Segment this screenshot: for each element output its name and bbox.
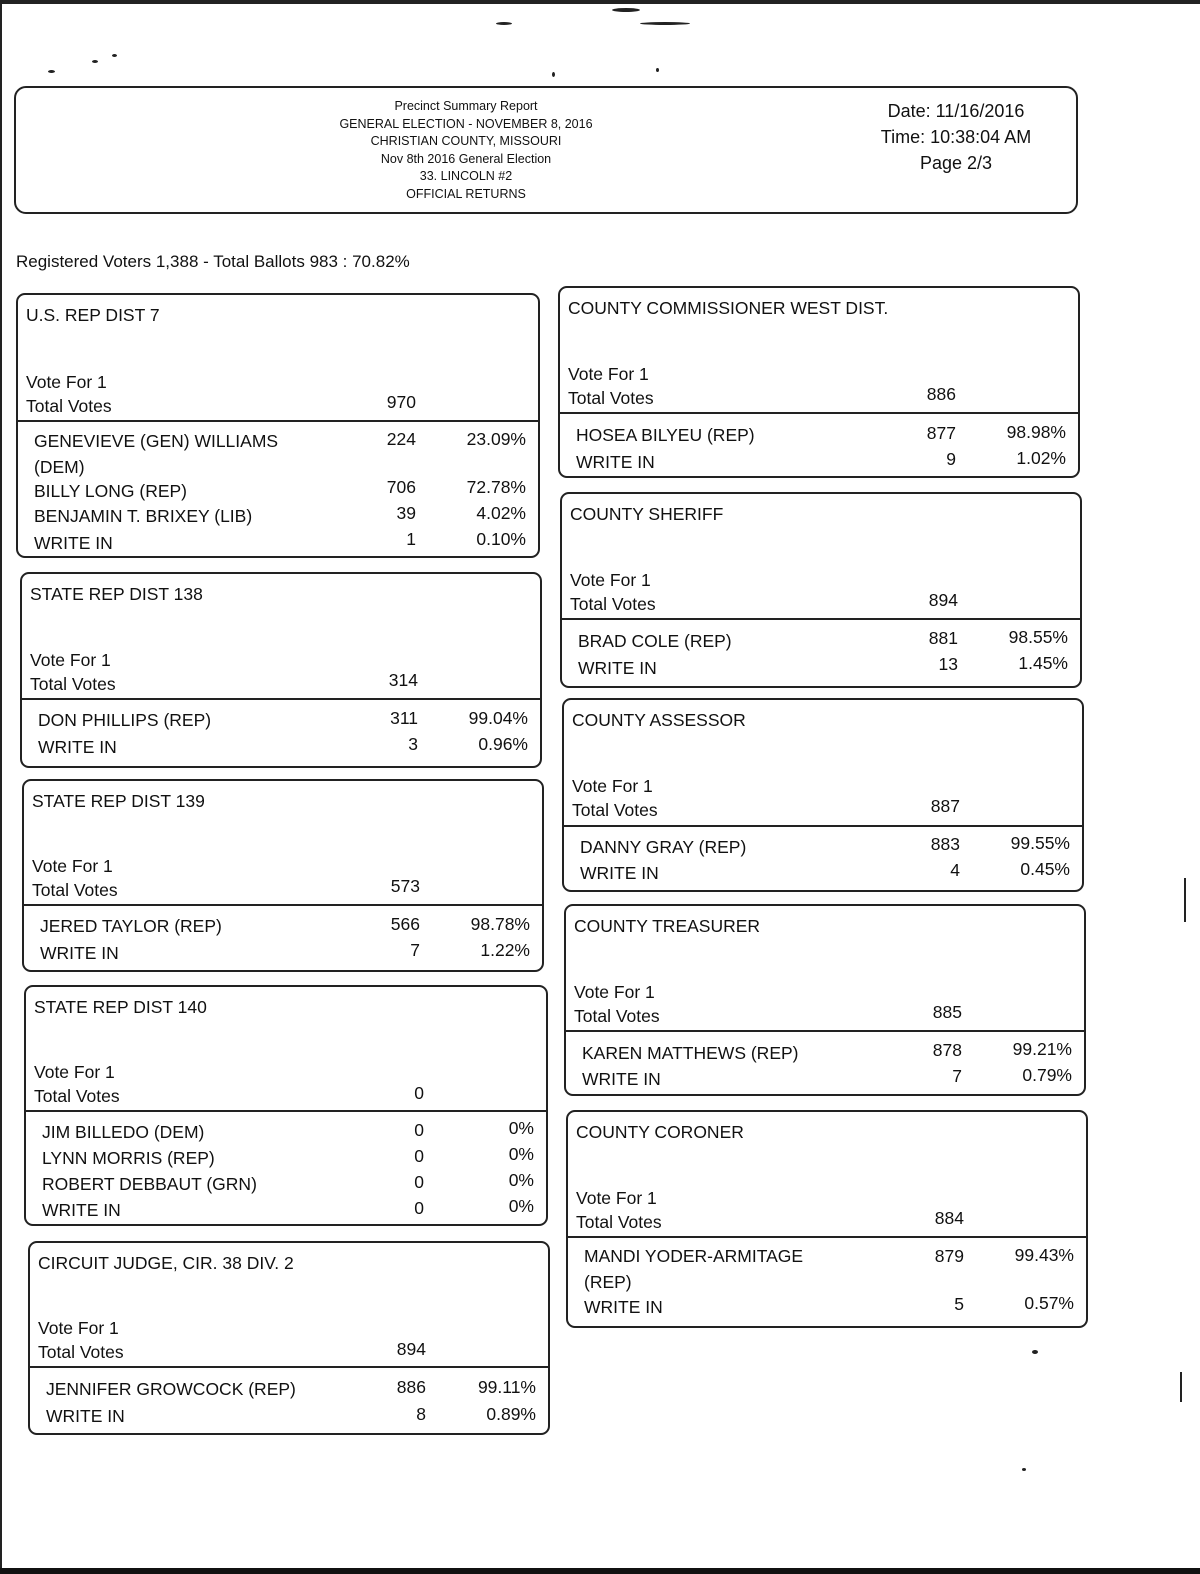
scan-speck — [552, 72, 555, 77]
race-title: STATE REP DIST 140 — [34, 997, 207, 1017]
candidate-name: WRITE IN — [42, 1200, 121, 1220]
candidate-name-party: (DEM) — [34, 457, 85, 477]
returns-type: OFFICIAL RETURNS — [406, 186, 526, 201]
candidate-percent: 1.02% — [1016, 448, 1066, 468]
race-state-rep-dist-140 — [24, 985, 548, 1226]
race-county-sheriff — [560, 492, 1082, 688]
candidate-name: BENJAMIN T. BRIXEY (LIB) — [34, 506, 253, 526]
total-votes-value: 314 — [388, 670, 418, 690]
candidate-name: WRITE IN — [578, 658, 657, 678]
report-header — [14, 86, 1078, 214]
vote-for-label: Vote For 1 — [38, 1318, 119, 1338]
total-votes-value: 894 — [396, 1339, 426, 1359]
race-title: CIRCUIT JUDGE, CIR. 38 DIV. 2 — [38, 1253, 294, 1273]
race-county-coroner — [566, 1110, 1088, 1328]
vote-for-label: Vote For 1 — [572, 776, 653, 796]
race-divider — [560, 412, 1078, 414]
candidate-votes: 4 — [950, 860, 960, 880]
candidate-votes: 0 — [414, 1120, 424, 1140]
report-date: Date: 11/16/2016 — [887, 101, 1025, 121]
candidate-name: GENEVIEVE (GEN) WILLIAMS — [34, 431, 279, 451]
total-votes-value: 885 — [932, 1002, 962, 1022]
candidate-percent: 99.11% — [477, 1377, 536, 1397]
total-votes-label: Total Votes — [570, 594, 656, 614]
candidate-percent: 0.96% — [478, 734, 528, 754]
total-votes-label: Total Votes — [574, 1006, 660, 1026]
scan-speck — [1184, 878, 1186, 922]
scan-speck — [496, 22, 512, 25]
candidate-name: WRITE IN — [40, 943, 119, 963]
candidate-name: JENNIFER GROWCOCK (REP) — [46, 1379, 296, 1399]
candidate-name: JIM BILLEDO (DEM) — [42, 1122, 205, 1142]
candidate-name: WRITE IN — [584, 1297, 663, 1317]
candidate-percent: 99.04% — [468, 708, 528, 728]
candidate-votes: 9 — [946, 449, 956, 469]
candidate-name: BILLY LONG (REP) — [34, 481, 188, 501]
candidate-votes: 39 — [396, 503, 416, 523]
candidate-percent: 99.21% — [1012, 1039, 1072, 1059]
candidate-percent: 0% — [508, 1118, 534, 1138]
candidate-votes: 311 — [390, 708, 418, 728]
candidate-votes: 878 — [932, 1040, 962, 1060]
total-votes-value: 887 — [930, 796, 960, 816]
scan-left-edge — [0, 0, 2, 1574]
race-county-assessor — [562, 698, 1084, 892]
candidate-percent: 98.98% — [1006, 422, 1066, 442]
race-divider — [26, 1110, 546, 1112]
candidate-name: WRITE IN — [582, 1069, 661, 1089]
candidate-name: ROBERT DEBBAUT (GRN) — [42, 1174, 257, 1194]
candidate-percent: 1.22% — [480, 940, 530, 960]
scan-top-edge — [0, 0, 1200, 4]
scan-speck — [1180, 1372, 1182, 1402]
race-title: COUNTY ASSESSOR — [572, 710, 746, 730]
vote-for-label: Vote For 1 — [576, 1188, 657, 1208]
scan-speck — [1032, 1350, 1038, 1354]
candidate-percent: 0.57% — [1024, 1293, 1074, 1313]
total-votes-label: Total Votes — [576, 1212, 662, 1232]
candidate-percent: 72.78% — [466, 477, 526, 497]
candidate-name: LYNN MORRIS (REP) — [42, 1148, 215, 1168]
candidate-votes: 706 — [386, 477, 416, 497]
scan-speck — [48, 70, 55, 73]
candidate-votes: 8 — [416, 1404, 426, 1424]
report-time: Time: 10:38:04 AM — [880, 127, 1032, 147]
candidate-votes: 0 — [414, 1172, 424, 1192]
candidate-votes: 566 — [390, 914, 420, 934]
precinct-name: 33. LINCOLN #2 — [419, 169, 513, 183]
candidate-name: WRITE IN — [38, 737, 117, 757]
candidate-name: WRITE IN — [46, 1406, 125, 1426]
race-circuit-judge — [28, 1241, 550, 1435]
race-county-commissioner-west — [558, 286, 1080, 478]
candidate-votes: 886 — [396, 1377, 426, 1397]
total-votes-value: 970 — [386, 392, 416, 412]
scan-speck — [1022, 1468, 1026, 1471]
candidate-votes: 879 — [934, 1246, 964, 1266]
race-county-treasurer — [564, 904, 1086, 1096]
page-number: Page 2/3 — [919, 153, 993, 173]
race-state-rep-dist-138 — [20, 572, 542, 768]
vote-for-label: Vote For 1 — [568, 364, 649, 384]
candidate-percent: 99.55% — [1010, 833, 1070, 853]
race-divider — [18, 420, 538, 422]
election-name: Nov 8th 2016 General Election — [380, 151, 552, 166]
scan-speck — [112, 54, 117, 57]
candidate-votes: 881 — [928, 628, 958, 648]
candidate-percent: 0.45% — [1020, 859, 1070, 879]
candidate-percent: 0.89% — [486, 1404, 536, 1424]
candidate-percent: 98.55% — [1008, 627, 1068, 647]
candidate-percent: 0% — [508, 1196, 534, 1216]
race-title: U.S. REP DIST 7 — [26, 305, 160, 325]
candidate-votes: 0 — [414, 1146, 424, 1166]
race-divider — [568, 1236, 1086, 1238]
vote-for-label: Vote For 1 — [32, 856, 113, 876]
vote-for-label: Vote For 1 — [574, 982, 655, 1002]
candidate-percent: 99.43% — [1014, 1245, 1074, 1265]
scan-speck — [656, 68, 659, 72]
candidate-votes: 0 — [414, 1198, 424, 1218]
candidate-votes: 877 — [926, 423, 956, 443]
race-divider — [22, 698, 540, 700]
race-title: COUNTY SHERIFF — [570, 504, 724, 524]
total-votes-label: Total Votes — [572, 800, 658, 820]
candidate-percent: 0% — [508, 1170, 534, 1190]
vote-for-label: Vote For 1 — [30, 650, 111, 670]
candidate-votes: 7 — [952, 1066, 962, 1086]
race-divider — [30, 1366, 548, 1368]
candidate-name: HOSEA BILYEU (REP) — [576, 425, 755, 445]
total-votes-value: 0 — [414, 1083, 424, 1103]
vote-for-label: Vote For 1 — [34, 1062, 115, 1082]
total-votes-label: Total Votes — [32, 880, 118, 900]
candidate-percent: 0.10% — [476, 529, 526, 549]
candidate-votes: 224 — [386, 429, 416, 449]
scan-bottom-edge — [0, 1568, 1200, 1574]
candidate-votes: 5 — [954, 1294, 964, 1314]
report-header-meta — [846, 98, 1066, 176]
total-votes-value: 894 — [928, 590, 958, 610]
total-votes-label: Total Votes — [26, 396, 112, 416]
total-votes-label: Total Votes — [38, 1342, 124, 1362]
candidate-percent: 23.09% — [466, 429, 526, 449]
race-divider — [562, 618, 1080, 620]
county-line: CHRISTIAN COUNTY, MISSOURI — [370, 134, 562, 148]
candidate-votes: 7 — [410, 940, 420, 960]
total-votes-value: 886 — [926, 384, 956, 404]
scan-speck — [92, 60, 98, 63]
vote-for-label: Vote For 1 — [570, 570, 651, 590]
candidate-name: JERED TAYLOR (REP) — [40, 916, 222, 936]
candidate-percent: 4.02% — [476, 503, 526, 523]
race-divider — [566, 1030, 1084, 1032]
candidate-name: DON PHILLIPS (REP) — [38, 710, 212, 730]
scan-speck — [640, 22, 690, 25]
race-divider — [24, 904, 542, 906]
race-title: COUNTY COMMISSIONER WEST DIST. — [568, 298, 889, 318]
total-votes-label: Total Votes — [34, 1086, 120, 1106]
race-divider — [564, 825, 1082, 827]
total-votes-label: Total Votes — [568, 388, 654, 408]
candidate-votes: 1 — [406, 529, 416, 549]
candidate-name: MANDI YODER-ARMITAGE — [584, 1246, 804, 1266]
report-title: Precinct Summary Report — [394, 99, 538, 113]
candidate-name: BRAD COLE (REP) — [578, 631, 732, 651]
candidate-percent: 98.78% — [470, 914, 530, 934]
race-title: STATE REP DIST 139 — [32, 791, 205, 811]
race-title: STATE REP DIST 138 — [30, 584, 203, 604]
vote-for-label: Vote For 1 — [26, 372, 107, 392]
candidate-name: WRITE IN — [580, 863, 659, 883]
total-votes-label: Total Votes — [30, 674, 116, 694]
report-header-center — [276, 98, 656, 203]
candidate-votes: 3 — [408, 734, 418, 754]
scan-speck — [612, 8, 640, 12]
race-us-rep-dist-7 — [16, 293, 540, 558]
candidate-name-party: (REP) — [584, 1272, 632, 1292]
election-line: GENERAL ELECTION - NOVEMBER 8, 2016 — [339, 116, 593, 131]
candidate-percent: 0.79% — [1022, 1065, 1072, 1085]
candidate-name: KAREN MATTHEWS (REP) — [582, 1043, 799, 1063]
candidate-votes: 883 — [930, 834, 960, 854]
candidate-name: WRITE IN — [34, 533, 113, 553]
total-votes-value: 884 — [934, 1208, 964, 1228]
registered-voters-line: Registered Voters 1,388 - Total Ballots 983 : 70.82% — [16, 252, 410, 271]
race-title: COUNTY CORONER — [576, 1122, 744, 1142]
race-state-rep-dist-139 — [22, 779, 544, 972]
total-votes-value: 573 — [390, 876, 420, 896]
candidate-votes: 13 — [938, 654, 958, 674]
candidate-name: DANNY GRAY (REP) — [580, 837, 747, 857]
candidate-percent: 0% — [508, 1144, 534, 1164]
candidate-percent: 1.45% — [1018, 653, 1068, 673]
candidate-name: WRITE IN — [576, 452, 655, 472]
race-title: COUNTY TREASURER — [574, 916, 761, 936]
